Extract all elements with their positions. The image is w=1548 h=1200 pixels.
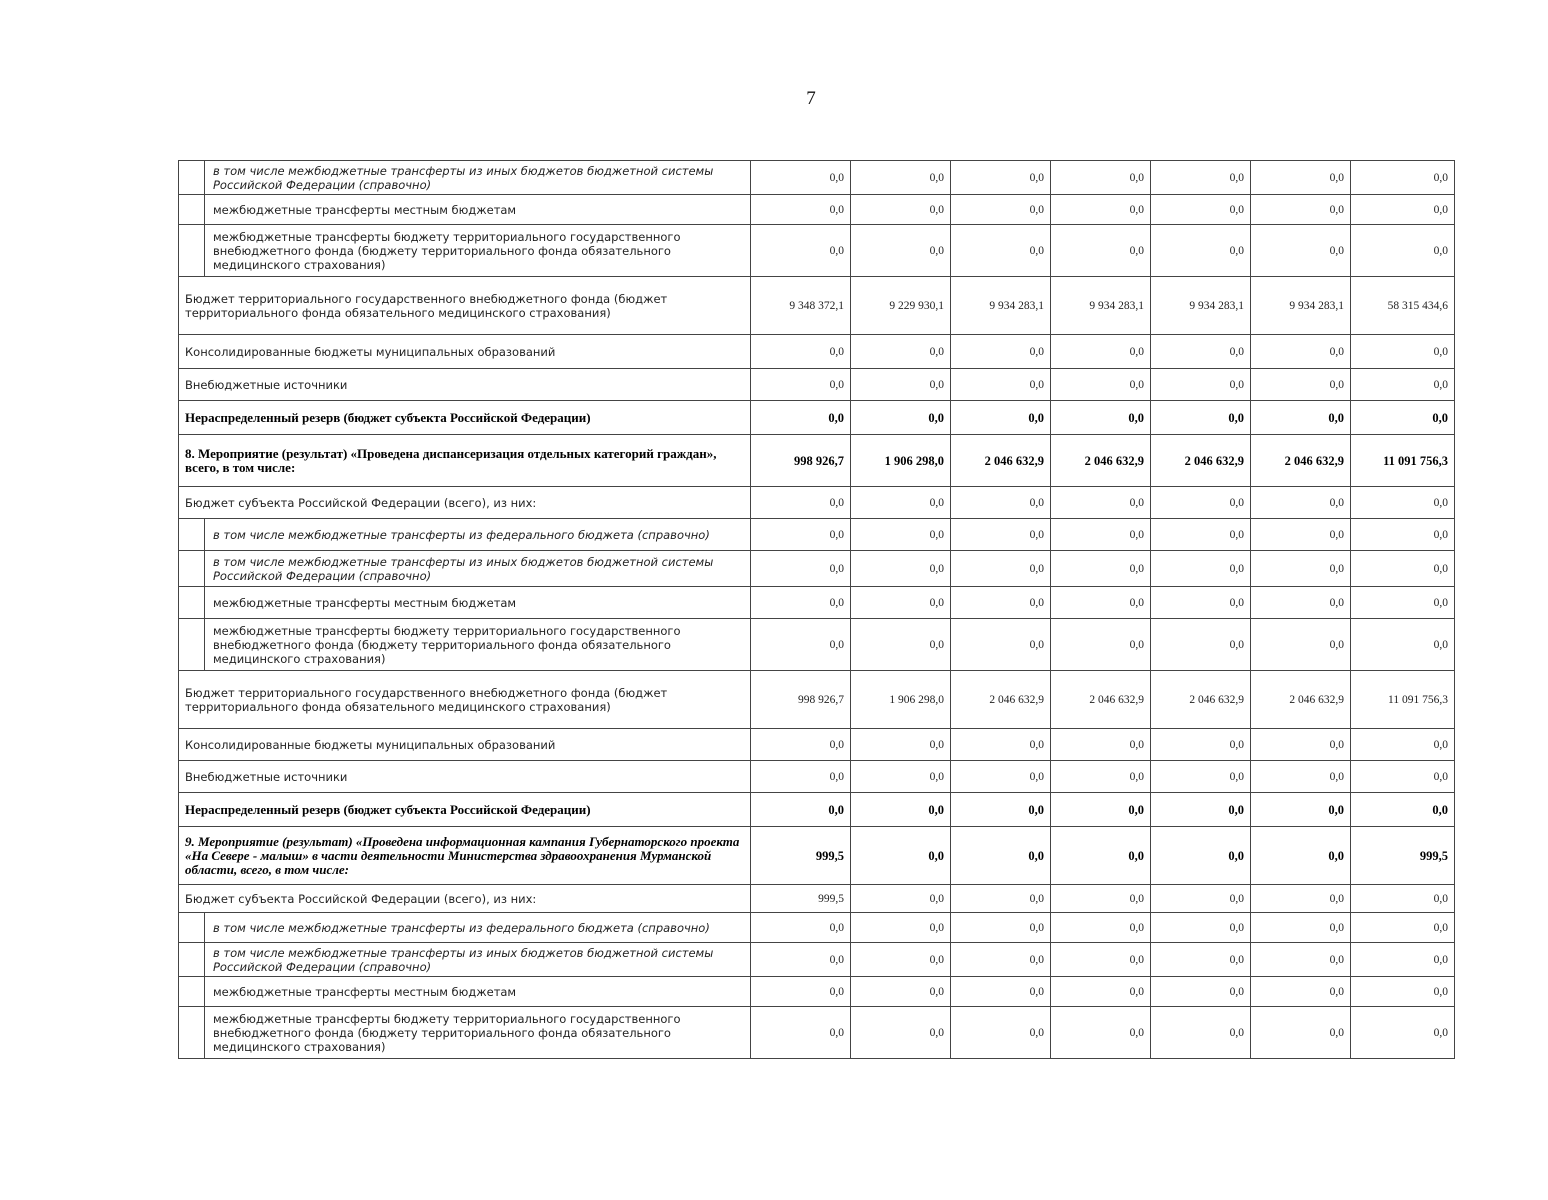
value-cell: 0,0 bbox=[1051, 793, 1151, 827]
value-cell: 0,0 bbox=[1151, 761, 1251, 793]
value-cell: 0,0 bbox=[1151, 369, 1251, 401]
value-cell: 0,0 bbox=[1151, 401, 1251, 435]
value-cell: 2 046 632,9 bbox=[1151, 671, 1251, 729]
value-cell: 0,0 bbox=[1351, 619, 1455, 671]
value-cell: 0,0 bbox=[1051, 335, 1151, 369]
value-cell: 0,0 bbox=[751, 369, 851, 401]
row-label: 9. Мероприятие (результат) «Проведена информационная кампания Губернаторского проекта «На Севере - малыш» в части деятельности Министерства здравоохранения Мурманской области, всего, в том числе: bbox=[179, 827, 751, 885]
value-cell: 0,0 bbox=[1351, 885, 1455, 913]
value-cell: 0,0 bbox=[951, 401, 1051, 435]
value-cell: 0,0 bbox=[951, 827, 1051, 885]
value-cell: 0,0 bbox=[1051, 369, 1151, 401]
value-cell: 11 091 756,3 bbox=[1351, 435, 1455, 487]
value-cell: 0,0 bbox=[851, 943, 951, 977]
value-cell: 0,0 bbox=[1051, 401, 1151, 435]
row-label: в том числе межбюджетные трансферты из иных бюджетов бюджетной системы Российской Федерации (справочно) bbox=[205, 551, 751, 587]
value-cell: 0,0 bbox=[951, 977, 1051, 1007]
table-row bbox=[179, 277, 1455, 335]
indent-cell bbox=[179, 519, 205, 551]
value-cell: 0,0 bbox=[1051, 619, 1151, 671]
row-label: 8. Мероприятие (результат) «Проведена диспансеризация отдельных категорий граждан», всего, в том числе: bbox=[179, 435, 751, 487]
value-cell: 0,0 bbox=[1151, 827, 1251, 885]
value-cell: 0,0 bbox=[1051, 885, 1151, 913]
value-cell: 0,0 bbox=[1051, 161, 1151, 195]
row-label: Консолидированные бюджеты муниципальных образований bbox=[179, 335, 751, 369]
value-cell: 9 348 372,1 bbox=[751, 277, 851, 335]
value-cell: 0,0 bbox=[851, 827, 951, 885]
value-cell: 0,0 bbox=[751, 551, 851, 587]
value-cell: 0,0 bbox=[1251, 885, 1351, 913]
value-cell: 0,0 bbox=[751, 1007, 851, 1059]
value-cell: 0,0 bbox=[1351, 943, 1455, 977]
value-cell: 0,0 bbox=[1351, 793, 1455, 827]
table-row bbox=[179, 619, 1455, 671]
table-row bbox=[179, 195, 1455, 225]
row-label: межбюджетные трансферты местным бюджетам bbox=[205, 195, 751, 225]
value-cell: 0,0 bbox=[1051, 551, 1151, 587]
value-cell: 0,0 bbox=[1351, 729, 1455, 761]
value-cell: 0,0 bbox=[1251, 827, 1351, 885]
indent-cell bbox=[179, 943, 205, 977]
value-cell: 0,0 bbox=[751, 519, 851, 551]
value-cell: 999,5 bbox=[1351, 827, 1455, 885]
table-row bbox=[179, 943, 1455, 977]
value-cell: 0,0 bbox=[1051, 519, 1151, 551]
value-cell: 0,0 bbox=[1351, 551, 1455, 587]
value-cell: 2 046 632,9 bbox=[1151, 435, 1251, 487]
value-cell: 0,0 bbox=[1151, 729, 1251, 761]
value-cell: 0,0 bbox=[1151, 793, 1251, 827]
value-cell: 0,0 bbox=[951, 619, 1051, 671]
value-cell: 0,0 bbox=[851, 195, 951, 225]
value-cell: 0,0 bbox=[951, 487, 1051, 519]
value-cell: 1 906 298,0 bbox=[851, 671, 951, 729]
value-cell: 0,0 bbox=[1251, 401, 1351, 435]
value-cell: 0,0 bbox=[1151, 943, 1251, 977]
value-cell: 0,0 bbox=[1151, 487, 1251, 519]
value-cell: 0,0 bbox=[751, 195, 851, 225]
row-label: в том числе межбюджетные трансферты из иных бюджетов бюджетной системы Российской Федерации (справочно) bbox=[205, 161, 751, 195]
row-label: Бюджет субъекта Российской Федерации (всего), из них: bbox=[179, 487, 751, 519]
value-cell: 0,0 bbox=[951, 885, 1051, 913]
value-cell: 0,0 bbox=[1251, 943, 1351, 977]
value-cell: 0,0 bbox=[851, 913, 951, 943]
value-cell: 0,0 bbox=[1251, 195, 1351, 225]
value-cell: 9 934 283,1 bbox=[1151, 277, 1251, 335]
value-cell: 0,0 bbox=[851, 619, 951, 671]
table-row bbox=[179, 913, 1455, 943]
value-cell: 999,5 bbox=[751, 885, 851, 913]
value-cell: 0,0 bbox=[851, 793, 951, 827]
value-cell: 0,0 bbox=[1051, 195, 1151, 225]
value-cell: 0,0 bbox=[1351, 977, 1455, 1007]
value-cell: 58 315 434,6 bbox=[1351, 277, 1455, 335]
value-cell: 0,0 bbox=[851, 729, 951, 761]
value-cell: 9 934 283,1 bbox=[1051, 277, 1151, 335]
value-cell: 0,0 bbox=[851, 885, 951, 913]
value-cell: 0,0 bbox=[951, 793, 1051, 827]
value-cell: 0,0 bbox=[1251, 161, 1351, 195]
row-label: Бюджет субъекта Российской Федерации (всего), из них: bbox=[179, 885, 751, 913]
value-cell: 0,0 bbox=[1251, 551, 1351, 587]
value-cell: 0,0 bbox=[1351, 195, 1455, 225]
table-row bbox=[179, 487, 1455, 519]
value-cell: 0,0 bbox=[1051, 587, 1151, 619]
value-cell: 0,0 bbox=[1051, 225, 1151, 277]
value-cell: 0,0 bbox=[1251, 225, 1351, 277]
value-cell: 0,0 bbox=[1251, 519, 1351, 551]
value-cell: 0,0 bbox=[751, 729, 851, 761]
value-cell: 0,0 bbox=[1351, 487, 1455, 519]
value-cell: 0,0 bbox=[1051, 827, 1151, 885]
value-cell: 0,0 bbox=[1151, 913, 1251, 943]
value-cell: 2 046 632,9 bbox=[1251, 435, 1351, 487]
value-cell: 0,0 bbox=[1351, 225, 1455, 277]
value-cell: 0,0 bbox=[951, 195, 1051, 225]
budget-table bbox=[178, 160, 1455, 1059]
value-cell: 0,0 bbox=[1151, 619, 1251, 671]
value-cell: 0,0 bbox=[1251, 1007, 1351, 1059]
value-cell: 0,0 bbox=[1251, 335, 1351, 369]
value-cell: 0,0 bbox=[851, 335, 951, 369]
value-cell: 0,0 bbox=[1351, 1007, 1455, 1059]
table-row bbox=[179, 587, 1455, 619]
table-row bbox=[179, 671, 1455, 729]
value-cell: 0,0 bbox=[1351, 587, 1455, 619]
value-cell: 0,0 bbox=[851, 761, 951, 793]
row-label: Внебюджетные источники bbox=[179, 369, 751, 401]
value-cell: 0,0 bbox=[1251, 619, 1351, 671]
row-label: Бюджет территориального государственного внебюджетного фонда (бюджет территориального фонда обязательного медицинского страхования) bbox=[179, 277, 751, 335]
value-cell: 0,0 bbox=[1351, 519, 1455, 551]
table-row bbox=[179, 401, 1455, 435]
value-cell: 0,0 bbox=[1251, 587, 1351, 619]
table-row bbox=[179, 551, 1455, 587]
value-cell: 0,0 bbox=[1051, 977, 1151, 1007]
row-label: межбюджетные трансферты местным бюджетам bbox=[205, 977, 751, 1007]
value-cell: 0,0 bbox=[1051, 487, 1151, 519]
value-cell: 1 906 298,0 bbox=[851, 435, 951, 487]
row-label: межбюджетные трансферты бюджету территориального государственного внебюджетного фонда (бюджету территориального фонда обязательного медицинского страхования) bbox=[205, 225, 751, 277]
value-cell: 998 926,7 bbox=[751, 671, 851, 729]
value-cell: 0,0 bbox=[951, 225, 1051, 277]
table-row bbox=[179, 729, 1455, 761]
value-cell: 0,0 bbox=[751, 913, 851, 943]
value-cell: 0,0 bbox=[1051, 1007, 1151, 1059]
value-cell: 0,0 bbox=[1151, 885, 1251, 913]
value-cell: 0,0 bbox=[1151, 335, 1251, 369]
value-cell: 0,0 bbox=[751, 225, 851, 277]
value-cell: 0,0 bbox=[751, 161, 851, 195]
value-cell: 0,0 bbox=[1251, 913, 1351, 943]
row-label: Консолидированные бюджеты муниципальных образований bbox=[179, 729, 751, 761]
row-label: межбюджетные трансферты бюджету территориального государственного внебюджетного фонда (бюджету территориального фонда обязательного медицинского страхования) bbox=[205, 1007, 751, 1059]
indent-cell bbox=[179, 913, 205, 943]
value-cell: 2 046 632,9 bbox=[1051, 435, 1151, 487]
indent-cell bbox=[179, 161, 205, 195]
table-row bbox=[179, 335, 1455, 369]
value-cell: 9 934 283,1 bbox=[951, 277, 1051, 335]
table-row bbox=[179, 225, 1455, 277]
row-label: в том числе межбюджетные трансферты из федерального бюджета (справочно) bbox=[205, 519, 751, 551]
value-cell: 2 046 632,9 bbox=[951, 435, 1051, 487]
value-cell: 0,0 bbox=[1251, 977, 1351, 1007]
table-row bbox=[179, 977, 1455, 1007]
value-cell: 0,0 bbox=[1251, 761, 1351, 793]
value-cell: 0,0 bbox=[1351, 369, 1455, 401]
value-cell: 0,0 bbox=[1151, 195, 1251, 225]
value-cell: 0,0 bbox=[1151, 1007, 1251, 1059]
value-cell: 0,0 bbox=[751, 587, 851, 619]
value-cell: 0,0 bbox=[851, 977, 951, 1007]
table-row bbox=[179, 761, 1455, 793]
value-cell: 998 926,7 bbox=[751, 435, 851, 487]
value-cell: 0,0 bbox=[1251, 369, 1351, 401]
indent-cell bbox=[179, 1007, 205, 1059]
indent-cell bbox=[179, 551, 205, 587]
indent-cell bbox=[179, 587, 205, 619]
value-cell: 0,0 bbox=[851, 587, 951, 619]
value-cell: 0,0 bbox=[1351, 913, 1455, 943]
value-cell: 0,0 bbox=[751, 977, 851, 1007]
value-cell: 0,0 bbox=[951, 335, 1051, 369]
table-row bbox=[179, 369, 1455, 401]
value-cell: 0,0 bbox=[1151, 519, 1251, 551]
value-cell: 0,0 bbox=[1251, 729, 1351, 761]
budget-table-body bbox=[179, 161, 1455, 1059]
value-cell: 9 934 283,1 bbox=[1251, 277, 1351, 335]
value-cell: 0,0 bbox=[851, 369, 951, 401]
value-cell: 0,0 bbox=[1151, 587, 1251, 619]
value-cell: 0,0 bbox=[1051, 943, 1151, 977]
row-label: межбюджетные трансферты местным бюджетам bbox=[205, 587, 751, 619]
value-cell: 2 046 632,9 bbox=[951, 671, 1051, 729]
value-cell: 0,0 bbox=[951, 519, 1051, 551]
row-label: Нераспределенный резерв (бюджет субъекта Российской Федерации) bbox=[179, 793, 751, 827]
value-cell: 0,0 bbox=[1351, 161, 1455, 195]
row-label: межбюджетные трансферты бюджету территориального государственного внебюджетного фонда (бюджету территориального фонда обязательного медицинского страхования) bbox=[205, 619, 751, 671]
value-cell: 0,0 bbox=[951, 729, 1051, 761]
page-number: 7 bbox=[806, 88, 816, 109]
value-cell: 0,0 bbox=[951, 761, 1051, 793]
value-cell: 0,0 bbox=[951, 913, 1051, 943]
value-cell: 2 046 632,9 bbox=[1251, 671, 1351, 729]
row-label: Нераспределенный резерв (бюджет субъекта Российской Федерации) bbox=[179, 401, 751, 435]
value-cell: 0,0 bbox=[751, 335, 851, 369]
value-cell: 999,5 bbox=[751, 827, 851, 885]
row-label: в том числе межбюджетные трансферты из иных бюджетов бюджетной системы Российской Федерации (справочно) bbox=[205, 943, 751, 977]
value-cell: 0,0 bbox=[851, 1007, 951, 1059]
table-row bbox=[179, 793, 1455, 827]
value-cell: 0,0 bbox=[1151, 225, 1251, 277]
value-cell: 2 046 632,9 bbox=[1051, 671, 1151, 729]
value-cell: 11 091 756,3 bbox=[1351, 671, 1455, 729]
value-cell: 0,0 bbox=[1051, 761, 1151, 793]
indent-cell bbox=[179, 195, 205, 225]
value-cell: 0,0 bbox=[751, 943, 851, 977]
value-cell: 0,0 bbox=[1351, 401, 1455, 435]
indent-cell bbox=[179, 977, 205, 1007]
value-cell: 0,0 bbox=[951, 943, 1051, 977]
table-row bbox=[179, 161, 1455, 195]
value-cell: 0,0 bbox=[751, 793, 851, 827]
value-cell: 0,0 bbox=[851, 487, 951, 519]
value-cell: 0,0 bbox=[851, 161, 951, 195]
indent-cell bbox=[179, 225, 205, 277]
value-cell: 0,0 bbox=[1251, 793, 1351, 827]
row-label: Внебюджетные источники bbox=[179, 761, 751, 793]
value-cell: 0,0 bbox=[1051, 913, 1151, 943]
value-cell: 0,0 bbox=[1151, 977, 1251, 1007]
value-cell: 0,0 bbox=[1351, 761, 1455, 793]
table-row bbox=[179, 827, 1455, 885]
value-cell: 0,0 bbox=[1051, 729, 1151, 761]
table-row bbox=[179, 435, 1455, 487]
value-cell: 0,0 bbox=[951, 587, 1051, 619]
table-row bbox=[179, 519, 1455, 551]
table-row bbox=[179, 885, 1455, 913]
value-cell: 0,0 bbox=[951, 369, 1051, 401]
value-cell: 0,0 bbox=[1251, 487, 1351, 519]
table-row bbox=[179, 1007, 1455, 1059]
value-cell: 0,0 bbox=[951, 1007, 1051, 1059]
value-cell: 0,0 bbox=[751, 401, 851, 435]
value-cell: 0,0 bbox=[751, 619, 851, 671]
value-cell: 0,0 bbox=[851, 225, 951, 277]
value-cell: 0,0 bbox=[951, 161, 1051, 195]
value-cell: 9 229 930,1 bbox=[851, 277, 951, 335]
value-cell: 0,0 bbox=[1151, 161, 1251, 195]
value-cell: 0,0 bbox=[751, 487, 851, 519]
value-cell: 0,0 bbox=[851, 519, 951, 551]
indent-cell bbox=[179, 619, 205, 671]
value-cell: 0,0 bbox=[851, 401, 951, 435]
value-cell: 0,0 bbox=[951, 551, 1051, 587]
row-label: в том числе межбюджетные трансферты из федерального бюджета (справочно) bbox=[205, 913, 751, 943]
value-cell: 0,0 bbox=[1151, 551, 1251, 587]
value-cell: 0,0 bbox=[1351, 335, 1455, 369]
value-cell: 0,0 bbox=[751, 761, 851, 793]
row-label: Бюджет территориального государственного внебюджетного фонда (бюджет территориального фонда обязательного медицинского страхования) bbox=[179, 671, 751, 729]
value-cell: 0,0 bbox=[851, 551, 951, 587]
